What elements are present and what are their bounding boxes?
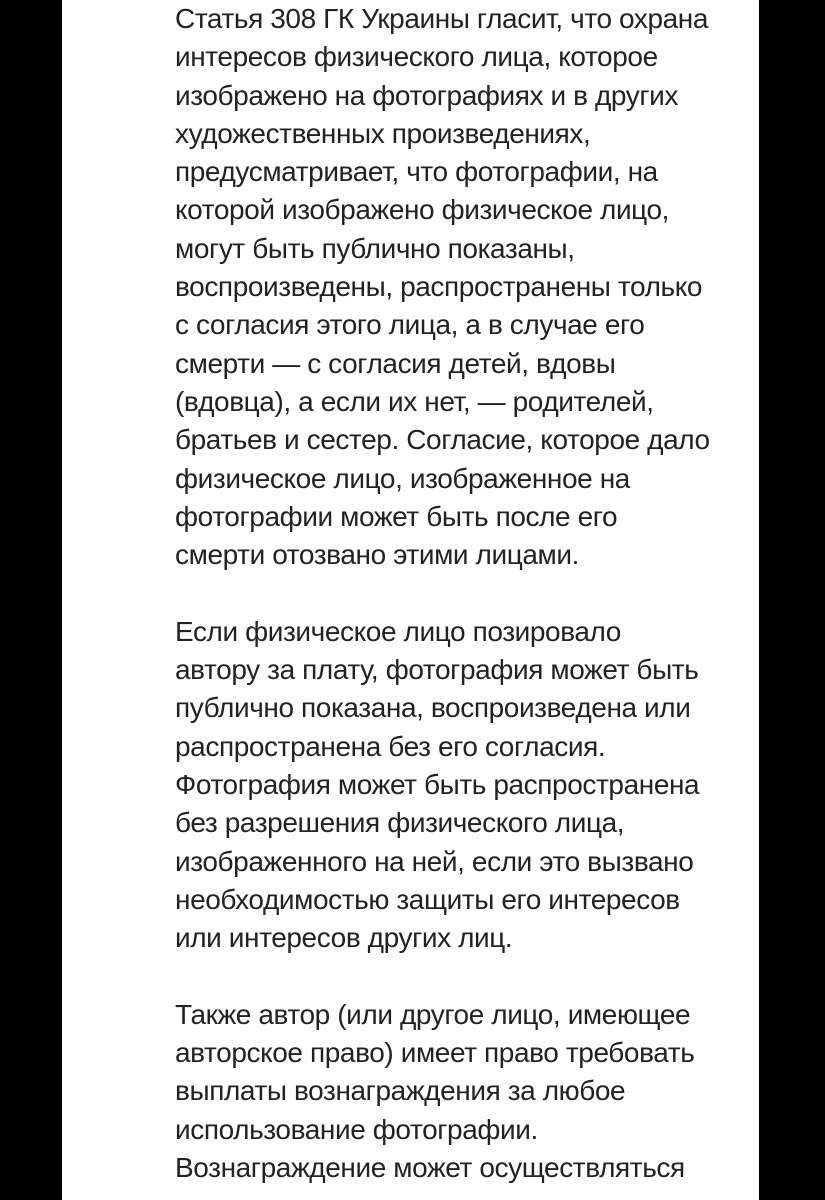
text-line: публично показана, воспроизведена или bbox=[175, 692, 691, 724]
text-line: Если физическое лицо позировало bbox=[175, 615, 621, 647]
text-line: авторское право) имеет право требовать bbox=[175, 1037, 695, 1069]
article-text bbox=[175, 0, 745, 1200]
text-line: с согласия этого лица, а в случае его bbox=[175, 309, 645, 341]
text-line: могут быть публично показаны, bbox=[175, 232, 575, 264]
text-line: использование фотографии. bbox=[175, 1113, 538, 1145]
text-line: физическое лицо, изображенное на bbox=[175, 462, 630, 494]
text-line: автору за плату, фотография может быть bbox=[175, 654, 699, 686]
text-line: Статья 308 ГК Украины гласит, что охрана bbox=[175, 3, 709, 34]
text-line: воспроизведены, распространены только bbox=[175, 271, 703, 303]
document-page bbox=[62, 0, 759, 1200]
paragraph-3 bbox=[175, 996, 745, 1187]
text-line: необходимостью защиты его интересов bbox=[175, 883, 680, 915]
text-line: Вознаграждение может осуществляться bbox=[175, 1151, 685, 1183]
paragraph-1 bbox=[175, 0, 745, 574]
paragraph-2 bbox=[175, 613, 745, 958]
text-line: братьев и сестер. Согласие, которое дало bbox=[175, 424, 710, 456]
text-line: Также автор (или другое лицо, имеющее bbox=[175, 998, 691, 1030]
text-line: которой изображено физическое лицо, bbox=[175, 194, 670, 226]
text-line: (вдовца), а если их нет, — родителей, bbox=[175, 385, 654, 417]
text-line: смерти отозвано этими лицами. bbox=[175, 539, 579, 571]
text-line: предусматривает, что фотографии, на bbox=[175, 156, 658, 188]
text-line: распространена без его согласия. bbox=[175, 730, 606, 762]
text-line: без разрешения физического лица, bbox=[175, 807, 625, 839]
text-line: изображенного на ней, если это вызвано bbox=[175, 845, 694, 877]
text-line: выплаты вознаграждения за любое bbox=[175, 1075, 626, 1107]
text-line: фотографии может быть после его bbox=[175, 500, 618, 532]
text-line: изображено на фотографиях и в других bbox=[175, 79, 679, 111]
text-line: интересов физического лица, которое bbox=[175, 41, 658, 73]
text-line: художественных произведениях, bbox=[175, 117, 591, 149]
text-line: или интересов других лиц. bbox=[175, 922, 513, 954]
text-line: Фотография может быть распространена bbox=[175, 768, 700, 800]
text-line: смерти — с согласия детей, вдовы bbox=[175, 347, 616, 379]
